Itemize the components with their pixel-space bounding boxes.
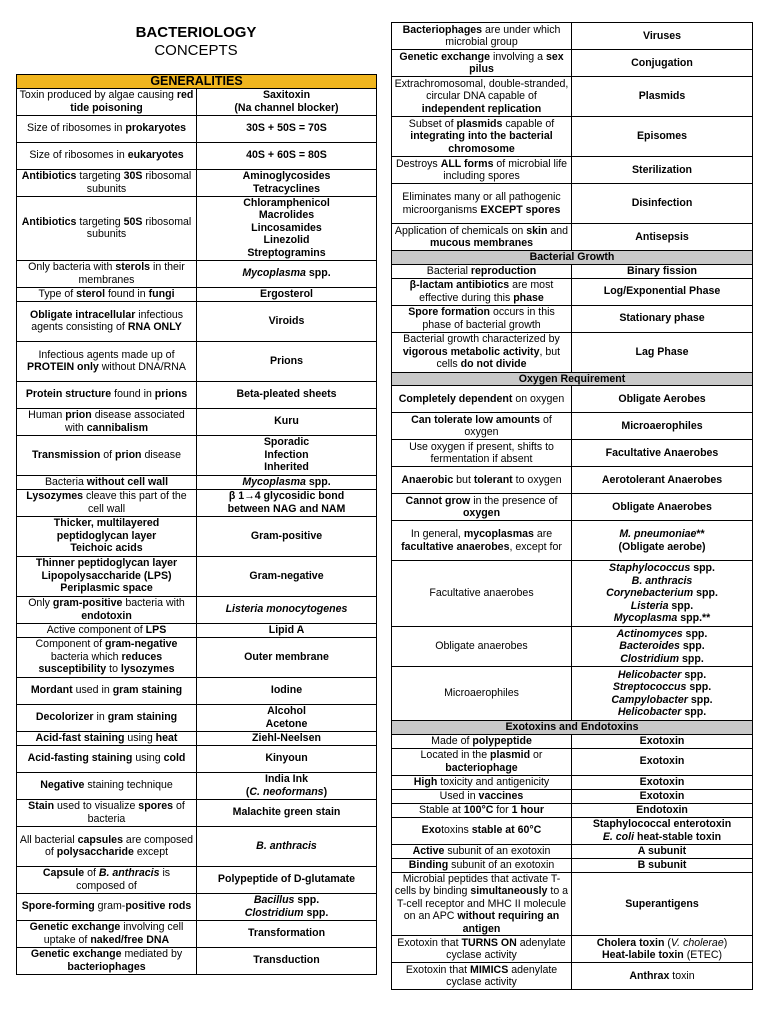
table-row: [17, 435, 377, 475]
table-row: [17, 637, 377, 677]
answer-cell: Mycoplasma spp.: [197, 260, 377, 287]
concept-cell: Made of polypeptide: [392, 734, 572, 748]
table-row: [392, 734, 753, 748]
table-row: [17, 947, 377, 974]
table-row: [17, 142, 377, 169]
concept-cell: Microaerophiles: [392, 667, 572, 721]
table-row: [17, 489, 377, 516]
answer-cell: Exotoxin: [572, 789, 753, 803]
concept-cell: Component of gram-negative bacteria which reduces susceptibility to lysozymes: [17, 637, 197, 677]
concept-cell: Decolorizer in gram staining: [17, 704, 197, 731]
concept-cell: Active subunit of an exotoxin: [392, 844, 572, 858]
answer-cell: Disinfection: [572, 184, 753, 224]
table-row: [17, 260, 377, 287]
answer-cell: Binary fission: [572, 264, 753, 278]
answer-cell: Transformation: [197, 920, 377, 947]
concept-cell: Active component of LPS: [17, 623, 197, 637]
concept-cell: Bacterial reproduction: [392, 264, 572, 278]
table-row: [17, 745, 377, 772]
table-row: [17, 677, 377, 704]
answer-cell: Gram-negative: [197, 556, 377, 596]
table-row: [17, 287, 377, 301]
table-row: [392, 748, 753, 775]
answer-cell: Exotoxin: [572, 734, 753, 748]
answer-cell: Viroids: [197, 301, 377, 341]
table-row: [17, 196, 377, 260]
answer-cell: Gram-positive: [197, 516, 377, 556]
answer-cell: Aminoglycosides Tetracyclines: [197, 169, 377, 196]
concept-cell: Cannot grow in the presence of oxygen: [392, 494, 572, 521]
concept-cell: Acid-fasting staining using cold: [17, 745, 197, 772]
table-row: [17, 623, 377, 637]
concept-cell: Protein structure found in prions: [17, 381, 197, 408]
answer-cell: Exotoxin: [572, 748, 753, 775]
section-header-row: [392, 372, 753, 386]
table-row: [17, 799, 377, 826]
table-row: [17, 596, 377, 623]
concept-cell: Human prion disease associated with cannibalism: [17, 408, 197, 435]
answer-cell: Obligate Anaerobes: [572, 494, 753, 521]
answer-cell: Kuru: [197, 408, 377, 435]
concept-cell: Mordant used in gram staining: [17, 677, 197, 704]
table-row: [392, 963, 753, 990]
answer-cell: 40S + 60S = 80S: [197, 142, 377, 169]
concept-cell: Bacteriophages are under which microbial group: [392, 23, 572, 50]
answer-cell: Facultative Anaerobes: [572, 440, 753, 467]
answer-cell: Endotoxin: [572, 803, 753, 817]
answer-cell: Plasmids: [572, 77, 753, 117]
table-row: [392, 775, 753, 789]
concept-cell: Only gram-positive bacteria with endotoxin: [17, 596, 197, 623]
answer-cell: Antisepsis: [572, 224, 753, 251]
table-row: [392, 157, 753, 184]
table-row: [392, 23, 753, 50]
table-row: [392, 467, 753, 494]
answer-cell: Cholera toxin (V. cholerae) Heat-labile toxin (ETEC): [572, 936, 753, 963]
concept-cell: Completely dependent on oxygen: [392, 386, 572, 413]
answer-cell: Episomes: [572, 117, 753, 157]
answer-cell: β 1→4 glycosidic bond between NAG and NAM: [197, 489, 377, 516]
table-row: [17, 772, 377, 799]
concept-cell: Exotoxins stable at 60°C: [392, 817, 572, 844]
answer-cell: Beta-pleated sheets: [197, 381, 377, 408]
table-row: [392, 936, 753, 963]
table-row: [17, 556, 377, 596]
table-row: [17, 88, 377, 115]
answer-cell: India Ink (C. neoformans): [197, 772, 377, 799]
table-row: [392, 494, 753, 521]
concept-cell: Facultative anaerobes: [392, 561, 572, 627]
concept-cell: Application of chemicals on skin and mucous membranes: [392, 224, 572, 251]
answer-cell: Listeria monocytogenes: [197, 596, 377, 623]
concept-cell: Transmission of prion disease: [17, 435, 197, 475]
concept-cell: Size of ribosomes in prokaryotes: [17, 115, 197, 142]
page-subtitle: CONCEPTS: [154, 42, 238, 59]
table-row: [392, 627, 753, 667]
concept-cell: In general, mycoplasmas are facultative anaerobes, except for: [392, 521, 572, 561]
right-table: [391, 22, 753, 990]
answer-cell: M. pneumoniae** (Obligate aerobe): [572, 521, 753, 561]
concept-cell: Genetic exchange mediated by bacteriophages: [17, 947, 197, 974]
concept-cell: Exotoxin that MIMICS adenylate cyclase activity: [392, 963, 572, 990]
answer-cell: Sterilization: [572, 157, 753, 184]
title-block: [16, 24, 376, 60]
table-row: [392, 386, 753, 413]
concept-cell: Used in vaccines: [392, 789, 572, 803]
concept-cell: Bacteria without cell wall: [17, 475, 197, 489]
concept-cell: Genetic exchange involving a sex pilus: [392, 50, 572, 77]
answer-cell: Actinomyces spp. Bacteroides spp. Clostridium spp.: [572, 627, 753, 667]
concept-cell: Extrachromosomal, double-stranded, circular DNA capable of independent replication: [392, 77, 572, 117]
table-row: [392, 440, 753, 467]
answer-cell: Viruses: [572, 23, 753, 50]
concept-cell: Stable at 100°C for 1 hour: [392, 803, 572, 817]
answer-cell: Outer membrane: [197, 637, 377, 677]
concept-cell: Binding subunit of an exotoxin: [392, 858, 572, 872]
answer-cell: 30S + 50S = 70S: [197, 115, 377, 142]
table-row: [392, 117, 753, 157]
concept-cell: Infectious agents made up of PROTEIN only without DNA/RNA: [17, 341, 197, 381]
table-row: [392, 224, 753, 251]
table-row: [17, 169, 377, 196]
table-row: [392, 561, 753, 627]
table-row: [17, 866, 377, 893]
concept-cell: Obligate intracellular infectious agents consisting of RNA ONLY: [17, 301, 197, 341]
table-row: [17, 475, 377, 489]
concept-cell: Microbial peptides that activate T-cells by binding simultaneously to a T-cell receptor and MHC II molecule on an APC without requiring an antigen: [392, 872, 572, 936]
table-row: [17, 893, 377, 920]
answer-cell: Microaerophiles: [572, 413, 753, 440]
answer-cell: B. anthracis: [197, 826, 377, 866]
left-table: [16, 74, 377, 975]
section-header-row: [392, 251, 753, 265]
table-row: [392, 332, 753, 372]
concept-cell: Capsule of B. anthracis is composed of: [17, 866, 197, 893]
concept-cell: Stain used to visualize spores of bacteria: [17, 799, 197, 826]
table-row: [392, 278, 753, 305]
answer-cell: Anthrax toxin: [572, 963, 753, 990]
answer-cell: Stationary phase: [572, 305, 753, 332]
concept-cell: Only bacteria with sterols in their membranes: [17, 260, 197, 287]
concept-cell: Acid-fast staining using heat: [17, 731, 197, 745]
table-row: [392, 844, 753, 858]
answer-cell: Lag Phase: [572, 332, 753, 372]
table-row: [17, 301, 377, 341]
table-row: [392, 789, 753, 803]
answer-cell: Mycoplasma spp.: [197, 475, 377, 489]
table-row: [17, 826, 377, 866]
section-header: Bacterial Growth: [392, 251, 753, 265]
answer-cell: Chloramphenicol Macrolides Lincosamides Linezolid Streptogramins: [197, 196, 377, 260]
section-header: GENERALITIES: [17, 75, 377, 89]
concept-cell: High toxicity and antigenicity: [392, 775, 572, 789]
table-row: [17, 704, 377, 731]
concept-cell: Bacterial growth characterized by vigorous metabolic activity, but cells do not divide: [392, 332, 572, 372]
table-row: [392, 858, 753, 872]
section-header: Oxygen Requirement: [392, 372, 753, 386]
table-row: [392, 50, 753, 77]
answer-cell: Prions: [197, 341, 377, 381]
answer-cell: Alcohol Acetone: [197, 704, 377, 731]
section-header-row: [392, 721, 753, 735]
table-row: [17, 920, 377, 947]
concept-cell: Lysozymes cleave this part of the cell wall: [17, 489, 197, 516]
table-row: [17, 516, 377, 556]
answer-cell: Helicobacter spp. Streptococcus spp. Campylobacter spp. Helicobacter spp.: [572, 667, 753, 721]
table-row: [17, 115, 377, 142]
concept-cell: Spore-forming gram-positive rods: [17, 893, 197, 920]
table-row: [392, 77, 753, 117]
section-header: Exotoxins and Endotoxins: [392, 721, 753, 735]
concept-cell: Type of sterol found in fungi: [17, 287, 197, 301]
page-title: BACTERIOLOGY: [135, 24, 257, 41]
table-row: [392, 413, 753, 440]
concept-cell: Genetic exchange involving cell uptake of naked/free DNA: [17, 920, 197, 947]
answer-cell: Obligate Aerobes: [572, 386, 753, 413]
table-row: [392, 872, 753, 936]
answer-cell: Polypeptide of D-glutamate: [197, 866, 377, 893]
answer-cell: A subunit: [572, 844, 753, 858]
table-row: [392, 305, 753, 332]
answer-cell: Lipid A: [197, 623, 377, 637]
concept-cell: Obligate anaerobes: [392, 627, 572, 667]
answer-cell: Exotoxin: [572, 775, 753, 789]
table-row: [17, 381, 377, 408]
concept-cell: Toxin produced by algae causing red tide poisoning: [17, 88, 197, 115]
answer-cell: Sporadic Infection Inherited: [197, 435, 377, 475]
answer-cell: Malachite green stain: [197, 799, 377, 826]
concept-cell: Spore formation occurs in this phase of bacterial growth: [392, 305, 572, 332]
answer-cell: Bacillus spp. Clostridium spp.: [197, 893, 377, 920]
concept-cell: Exotoxin that TURNS ON adenylate cyclase activity: [392, 936, 572, 963]
answer-cell: Ergosterol: [197, 287, 377, 301]
concept-cell: Subset of plasmids capable of integrating into the bacterial chromosome: [392, 117, 572, 157]
answer-cell: Conjugation: [572, 50, 753, 77]
concept-cell: Destroys ALL forms of microbial life including spores: [392, 157, 572, 184]
concept-cell: Eliminates many or all pathogenic microorganisms EXCEPT spores: [392, 184, 572, 224]
answer-cell: B subunit: [572, 858, 753, 872]
answer-cell: Aerotolerant Anaerobes: [572, 467, 753, 494]
table-row: [17, 341, 377, 381]
concept-cell: Negative staining technique: [17, 772, 197, 799]
table-row: [392, 521, 753, 561]
table-row: [17, 408, 377, 435]
answer-cell: Ziehl-Neelsen: [197, 731, 377, 745]
concept-cell: Thicker, multilayered peptidoglycan layer Teichoic acids: [17, 516, 197, 556]
concept-cell: Located in the plasmid or bacteriophage: [392, 748, 572, 775]
concept-cell: Thinner peptidoglycan layer Lipopolysaccharide (LPS) Periplasmic space: [17, 556, 197, 596]
concept-cell: Size of ribosomes in eukaryotes: [17, 142, 197, 169]
table-row: [392, 803, 753, 817]
concept-cell: Use oxygen if present, shifts to fermentation if absent: [392, 440, 572, 467]
concept-cell: Antibiotics targeting 30S ribosomal subunits: [17, 169, 197, 196]
answer-cell: Iodine: [197, 677, 377, 704]
answer-cell: Saxitoxin (Na channel blocker): [197, 88, 377, 115]
section-header-row: [17, 75, 377, 89]
concept-cell: Can tolerate low amounts of oxygen: [392, 413, 572, 440]
answer-cell: Log/Exponential Phase: [572, 278, 753, 305]
table-row: [392, 264, 753, 278]
answer-cell: Kinyoun: [197, 745, 377, 772]
concept-cell: Antibiotics targeting 50S ribosomal subunits: [17, 196, 197, 260]
answer-cell: Staphylococcal enterotoxin E. coli heat-stable toxin: [572, 817, 753, 844]
answer-cell: Superantigens: [572, 872, 753, 936]
table-row: [392, 667, 753, 721]
table-row: [17, 731, 377, 745]
concept-cell: Anaerobic but tolerant to oxygen: [392, 467, 572, 494]
table-row: [392, 184, 753, 224]
table-row: [392, 817, 753, 844]
concept-cell: All bacterial capsules are composed of polysaccharide except: [17, 826, 197, 866]
concept-cell: β-lactam antibiotics are most effective during this phase: [392, 278, 572, 305]
answer-cell: Transduction: [197, 947, 377, 974]
answer-cell: Staphylococcus spp. B. anthracis Corynebacterium spp. Listeria spp. Mycoplasma spp.**: [572, 561, 753, 627]
